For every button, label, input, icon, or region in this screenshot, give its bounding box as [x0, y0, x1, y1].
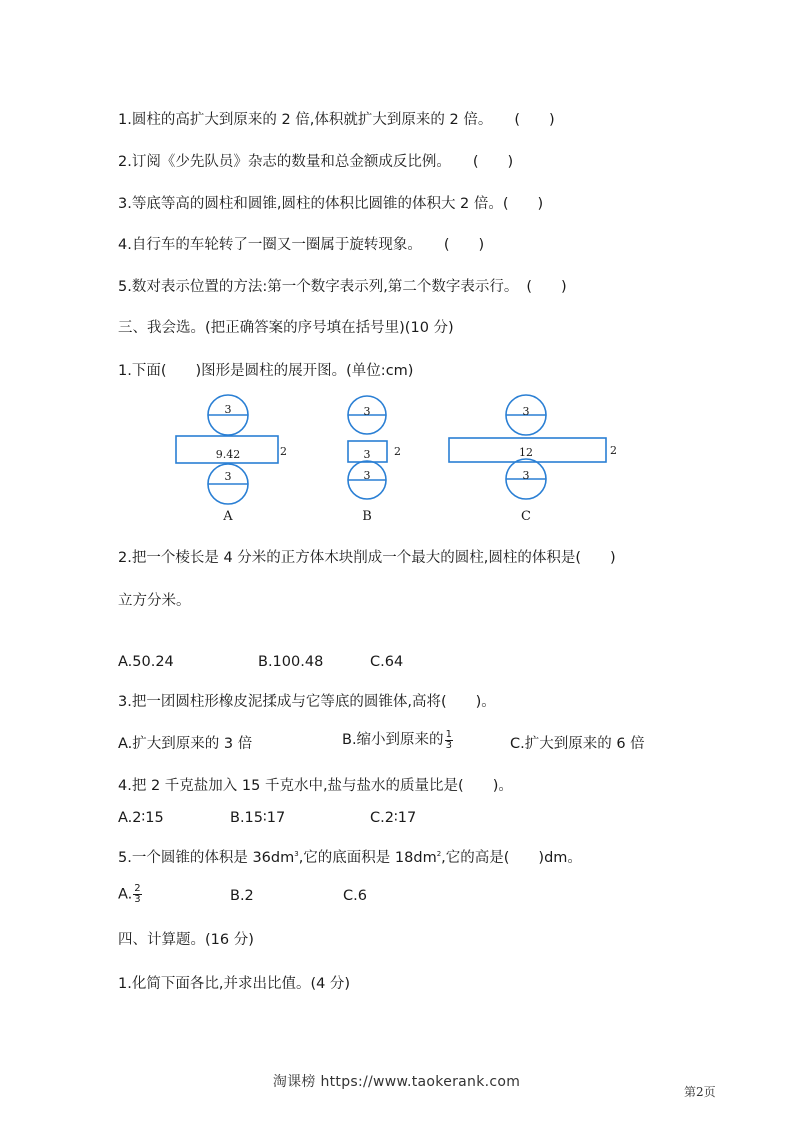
- answer-blank[interactable]: ( ): [502, 196, 544, 212]
- section3-title: 三、我会选。(把正确答案的序号填在括号里)(10 分): [118, 320, 454, 336]
- figure-b-circle-label: 3: [363, 469, 371, 482]
- figure-b-circle-label: 3: [363, 405, 371, 418]
- q5-option-b[interactable]: B.2: [230, 888, 254, 904]
- figure-b-rect-label: 3: [363, 448, 371, 461]
- section3-q2-line2: 立方分米。: [118, 593, 191, 609]
- section3-q3: 3.把一团圆柱形橡皮泥揉成与它等底的圆锥体,高将( )。: [118, 694, 496, 710]
- fraction-one-third: $\frac{1}{3}$: [445, 728, 452, 751]
- q4-option-b[interactable]: B.15∶17: [230, 810, 286, 826]
- q4-option-c[interactable]: C.2∶17: [370, 810, 417, 826]
- judgment-q3: 3.等底等高的圆柱和圆锥,圆柱的体积比圆锥的体积大 2 倍。( ): [118, 196, 544, 212]
- answer-blank[interactable]: ( ): [526, 279, 567, 295]
- figure-a-circle-label: 3: [224, 403, 232, 416]
- q2-option-b[interactable]: B.100.48: [258, 654, 324, 670]
- figure-a-side-label: 2: [280, 445, 287, 458]
- q2-option-c[interactable]: C.64: [370, 654, 404, 670]
- section4-q1: 1.化简下面各比,并求出比值。(4 分): [118, 976, 351, 992]
- judgment-q2: 2.订阅《少先队员》杂志的数量和总金额成反比例。 ( ): [118, 154, 514, 170]
- figure-c-rect-label: 12: [519, 446, 533, 459]
- figure-c-label: C: [521, 509, 531, 524]
- section3-q1: 1.下面( )图形是圆柱的展开图。(单位:cm): [118, 363, 414, 379]
- q3-option-b[interactable]: B.缩小到原来的 $\frac{1}{3}$: [342, 728, 452, 751]
- figure-c-circle-label: 3: [522, 469, 530, 482]
- q3-option-a[interactable]: A.扩大到原来的 3 倍: [118, 736, 253, 752]
- judgment-q5: 5.数对表示位置的方法:第一个数字表示列,第二个数字表示行。 ( ): [118, 279, 567, 295]
- q3-option-c[interactable]: C.扩大到原来的 6 倍: [510, 736, 645, 752]
- watermark-footer: 淘课榜 https://www.taokerank.com: [272, 1074, 521, 1090]
- fraction-two-thirds: $\frac{2}{3}$: [134, 883, 141, 905]
- answer-blank[interactable]: ( ): [472, 154, 514, 170]
- section4-title: 四、计算题。(16 分): [118, 932, 254, 948]
- q2-option-a[interactable]: A.50.24: [118, 654, 174, 670]
- section3-q5: 5.一个圆锥的体积是 $36dm^3$,它的底面积是 $18dm^2$,它的高是( )dm。: [118, 850, 582, 866]
- judgment-q1: 1.圆柱的高扩大到原来的 2 倍,体积就扩大到原来的 2 倍。 ( ): [118, 112, 555, 128]
- figure-a-label: A: [223, 509, 233, 524]
- answer-blank[interactable]: ( ): [514, 112, 555, 128]
- figure-b-label: B: [362, 509, 372, 524]
- figure-a-circle-label: 3: [224, 470, 232, 483]
- answer-blank[interactable]: ( ): [443, 237, 485, 253]
- q5-option-c[interactable]: C.6: [343, 888, 367, 904]
- figure-c-side-label: 2: [610, 444, 617, 457]
- figure-b-side-label: 2: [394, 445, 401, 458]
- cylinder-net-figures: [160, 388, 640, 528]
- figure-c-circle-label: 3: [522, 405, 530, 418]
- judgment-q4: 4.自行车的车轮转了一圈又一圈属于旋转现象。 ( ): [118, 237, 485, 253]
- q4-option-a[interactable]: A.2∶15: [118, 810, 164, 826]
- q5-option-a[interactable]: A. $\frac{2}{3}$: [118, 883, 141, 905]
- page-number: 第2页: [684, 1085, 716, 1099]
- section3-q4: 4.把 2 千克盐加入 15 千克水中,盐与盐水的质量比是( )。: [118, 778, 513, 794]
- figure-a-rect-label: 9.42: [215, 448, 241, 461]
- section3-q2-line1: 2.把一个棱长是 4 分米的正方体木块削成一个最大的圆柱,圆柱的体积是( ): [118, 550, 616, 566]
